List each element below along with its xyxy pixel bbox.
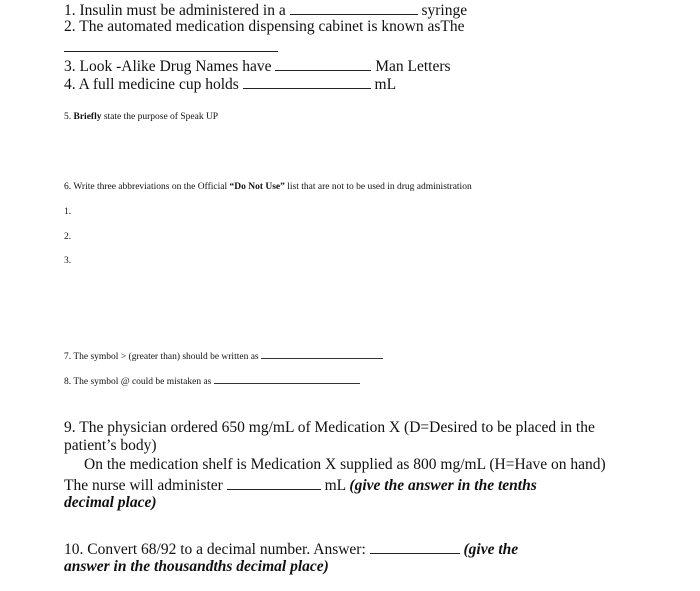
question-6-bold-phrase: “Do Not Use”	[229, 182, 285, 192]
question-4-text: 4. A full medicine cup holds	[64, 76, 239, 93]
question-9-line-3: On the medication shelf is Medication X supplied as 800 mg/mL (H=Have on hand)	[84, 456, 606, 473]
question-6	[64, 181, 472, 193]
question-7-answer-blank[interactable]	[261, 349, 383, 359]
question-9-administer-text: The nurse will administer	[64, 477, 223, 494]
question-5-bold-word: Briefly	[73, 112, 102, 122]
question-1-suffix: syringe	[421, 2, 468, 19]
question-2-text: 2. The automated medication dispensing cabinet is known asThe	[64, 18, 465, 35]
question-4	[64, 74, 396, 94]
question-4-answer-blank[interactable]	[243, 74, 371, 89]
question-3	[64, 56, 451, 76]
question-1-text: 1. Insulin must be administered in a	[64, 2, 286, 19]
question-3-text: 3. Look -Alike Drug Names have	[64, 58, 272, 75]
question-2	[64, 18, 464, 36]
question-2-answer-blank[interactable]	[64, 51, 278, 52]
question-6-text-after: list that are not to be used in drug administration	[287, 182, 472, 192]
question-9-instruction: (give the answer in the tenths	[349, 477, 537, 494]
question-7	[64, 349, 383, 363]
question-1-answer-blank[interactable]	[290, 0, 418, 15]
question-7-text: 7. The symbol > (greater than) should be written as	[64, 352, 259, 362]
question-10-answer-blank[interactable]	[370, 539, 460, 554]
question-4-suffix: mL	[374, 76, 397, 93]
question-5-number: 5.	[64, 112, 72, 122]
question-9-unit: mL	[324, 477, 346, 494]
question-9-instruction-cont: decimal place)	[64, 494, 157, 511]
question-8	[64, 374, 360, 388]
question-9-answer-blank[interactable]	[227, 475, 321, 490]
question-6-text-before: 6. Write three abbreviations on the Official	[64, 182, 228, 192]
question-5-text: state the purpose of Speak UP	[103, 112, 219, 122]
question-9-line-4	[64, 475, 537, 495]
question-3-answer-blank[interactable]	[275, 56, 371, 71]
question-8-text: 8. The symbol @ could be mistaken as	[64, 377, 212, 387]
question-9-line-2: patient’s body)	[64, 437, 157, 454]
question-10-instruction-cont: answer in the thousandths decimal place)	[64, 558, 329, 575]
question-5	[64, 111, 218, 123]
question-6-item-3: 3.	[64, 256, 72, 266]
question-6-item-2: 2.	[64, 232, 72, 242]
question-10-instruction: (give the	[463, 541, 519, 558]
question-10-text: 10. Convert 68/92 to a decimal number. Answer:	[64, 541, 366, 558]
question-3-suffix: Man Letters	[375, 58, 451, 75]
question-9-line-1: 9. The physician ordered 650 mg/mL of Medication X (D=Desired to be placed in the	[64, 419, 595, 436]
question-1	[64, 0, 467, 20]
question-6-item-1: 1.	[64, 207, 72, 217]
question-8-answer-blank[interactable]	[214, 374, 360, 384]
question-10	[64, 539, 518, 559]
